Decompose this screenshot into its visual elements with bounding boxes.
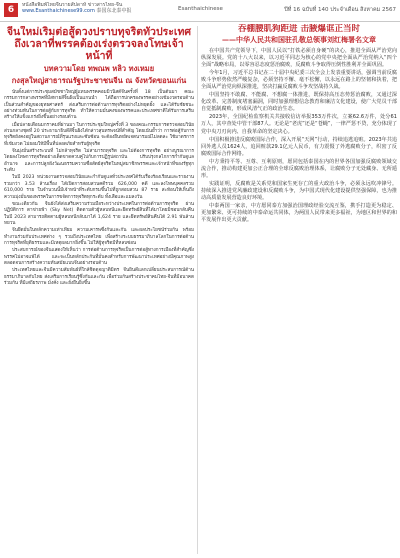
publisher-info — [22, 2, 182, 14]
publisher-cn-name: 泰国东北泰中报 — [96, 8, 132, 14]
chinese-paragraph: 今年1月，习近平总书记在二十届中央纪委三次全会上发表重要讲话，强调当前反腐败斗争形势依然严峻复杂，必须坚持不懈、毫不松懈，以永远在路上的坚韧和执着，把全面从严治党向纵深推进，坚决打赢反腐败斗争攻坚战持久战。 — [201, 70, 397, 91]
chinese-article-body — [201, 48, 397, 224]
publisher-site[interactable]: www.Esanthaichinese99.com — [22, 8, 95, 14]
chinese-paragraph: 中国坚持不敢腐、不能腐、不想腐一体推进，既保持高压态势惩治腐败，又通过深化改革、完善制度堵塞漏洞，同时加强理想信念教育和廉洁文化建设，使广大党员干部自觉抵制腐败，形成风清气正的政治生态。 — [201, 92, 397, 113]
chinese-article — [201, 24, 397, 554]
column-divider — [197, 26, 198, 554]
chinese-paragraph: 中泰两国一家亲，中方愿同泰方加强治国理政经验交流互鉴，携手打造更为稳定、更加繁荣、更可持续的中泰命运共同体，为两国人民带来更多福祉，为地区和世界的和平发展作出更大贡献。 — [201, 202, 397, 224]
issue-info: ปีที่ 16 ฉบับที่ 140 ประจำเดือน สิงหาคม 2567 — [284, 7, 396, 13]
chinese-article-subtitle: ——中华人民共和国驻孔敬总领事刘红梅署名文章 — [222, 36, 376, 44]
thai-article — [4, 26, 194, 554]
thai-paragraph: นับตั้งแต่การประชุมสมัชชาใหญ่ผู้แทนพรรคคอมมิวนิสต์จีนครั้งที่ 18 เป็นต้นมา คณะกรรมการกลางพรรคที่มีสหายสีจิ้นผิงเป็นแกนนำ ได้ถือการปกครองพรรคอย่างเข้มงวดรอบด้านเป็นส่วนสำคัญของยุทธศาสตร์ ส่งเสริมการต่อต้านการทุจริตอย่างไม่หยุดยั้ง และได้รับชัยชนะอย่างท่วมท้นในการต่อสู้กับการทุจริต ทำให้ความมั่นคงของพรรคและประเทศชาติได้รับการเสริมสร้างให้แข็งแกร่งยิ่งขึ้นอย่างรอบด้าน — [4, 90, 194, 121]
chinese-paragraph: 实践证明，反腐败是关系党和国家生死存亡的重大政治斗争，必须永远吹冲锋号。持续深入推进党风廉政建设和反腐败斗争，为中国式现代化建设提供坚强保障，也为推动高质量发展营造良好环境。 — [201, 180, 397, 201]
chinese-paragraph: 中国积极推进反腐败国际合作，深入开展“天网”行动，持续追逃追赃。2023年共追回外逃人员1624人，追回赃款29.1亿元人民币，有力震慑了外逃腐败分子，织密了反腐败国际合作网络。 — [201, 136, 397, 157]
chinese-paragraph: 中方秉持平等、互尊、互利原则，愿同包括泰国在内的世界各国加强反腐败领域交流合作，推动构建更加公正合理的全球反腐败治理体系，让腐败分子无处藏身、无所遁形。 — [201, 158, 397, 179]
thai-article-title-line2: ถึงเวลาที่พรรคต้องเร่งตรวจลงโทษเจ้าหน้าที่ — [14, 38, 184, 62]
chinese-paragraph: 2023年，全国纪检监察机关共接收信访举报353万件次，立案62.6万件，处分61万人，其中查处中管干部87人。无论是“老虎”还是“苍蝇”，一律严惩不贷，充分体现了党中央刀刃向内、自我革命的坚定决心。 — [201, 114, 397, 135]
page-header — [0, 0, 400, 22]
thai-article-title-line1: จีนใหม่เริ่มต่อสู้ดวงปราบทุจริตทั่วประเทศ — [6, 26, 192, 38]
thai-article-body — [4, 90, 194, 287]
thai-paragraph: เมื่อปลายเดือนมกราคมที่ผ่านมา ในการประชุมใหญ่ครั้งที่ 3 ของคณะกรรมการตรวจสอบวินัยส่วนกลางชุดที่ 20 ประธานาธิบดีสีจิ้นผิงได้กล่าวสุนทรพจน์ที่สำคัญ โดยเน้นย้ำว่า การต่อสู้กับการทุจริตยังคงอยู่ในสถานการณ์ที่รุนแรงและซับซ้อน จะต้องยืนหยัดเจตนารมณ์ไม่ลดละ ใช้มาตรการที่เข้มงวด ไม่ยอมให้มีพื้นที่ปลอดภัยสำหรับผู้ทุจริต — [4, 122, 194, 147]
thai-paragraph: ประเทศไทยและจีนมีความสัมพันธ์ที่ใกล้ชิดดุจญาติมิตร จีนยินดีแลกเปลี่ยนประสบการณ์ด้านธรรมาภิบาลกับไทย ส่งเสริมการเรียนรู้ซึ่งกันและกัน เพื่อร่วมกันสร้างประชาคมไทย-จีนที่มีอนาคตร่วมกัน ที่มีเสถียรภาพ มั่งคั่ง และยั่งยืนยิ่งขึ้น — [4, 268, 194, 286]
thai-article-author: บทความโดย ทพณพ หลิว ทงเหมย — [43, 64, 155, 73]
thai-paragraph: จีนมุ่งมั่นสร้างระบบที่ ไม่กล้าทุจริต ไม่สามารถทุจริต และไม่ต้องการทุจริต อย่างบูรณาการ โดยลงโทษการทุจริตอย่างเด็ดขาดควบคู่ไปกับการปฏิรูปสถาบัน ปรับปรุงกลไกการกำกับดูแลอำนาจ และการปลูกฝังวัฒนธรรมความซื่อสัตย์สุจริตในหมู่สมาชิกพรรคและเจ้าหน้าที่ของรัฐทุกระดับ — [4, 149, 194, 174]
page-number-badge: 6 — [4, 3, 18, 17]
thai-article-author-role: กงสุลใหญ่สาธารณรัฐประชาชนจีน ณ จังหวัดขอนแก่น — [11, 76, 187, 85]
thai-paragraph: จีนยึดมั่นในหลักความเท่าเทียม ความเคารพซึ่งกันและกัน และผลประโยชน์ร่วมกัน พร้อมทำงานร่วมกับประเทศต่าง ๆ รวมถึงประเทศไทย เพื่อสร้างระบบธรรมาภิบาลโลกในการต่อต้านการทุจริตที่ยุติธรรมและมีเหตุผลมากยิ่งขึ้น ไม่ให้ผู้ทุจริตมีที่หลบซ่อน — [4, 228, 194, 246]
publisher-thai-name: หนังสือพิมพ์ไทยจีนรายสัปดาห์ ข่าวสารไทย-จีน — [22, 2, 123, 8]
chinese-paragraph: 在中国共产党领导下，中国人民以“打铁必须自身硬”的决心，推进全面从严治党向纵深发展。党的十八大以来，以习近平同志为核心的党中央把全面从严治党纳入“四个全面”战略布局，以零容忍态度惩治腐败，反腐败斗争取得压倒性胜利并全面巩固。 — [201, 48, 397, 69]
thai-paragraph: ประสบการณ์ของจีนแสดงให้เห็นว่า การต่อต้านการทุจริตเป็นการต่อสู้ทางการเมืองที่สำคัญซึ่งพรรคไม่อาจแพ้ได้ และจะเป็นหลักประกันที่มั่นคงสำหรับการพัฒนาประเทศอย่างมีคุณภาพสูง ตลอดจนการสร้างความทันสมัยแบบจีนอย่างรอบด้าน — [4, 248, 194, 266]
thai-paragraph: ในปี 2023 หน่วยงานตรวจสอบวินัยและกำกับดูแลทั่วประเทศได้รับเรื่องร้องเรียนและรายงานรวมกว่า 3.53 ล้านเรื่อง ได้เปิดการสอบสวนคดีรวม 626,000 คดี และลงโทษบุคคลรวม 610,000 ราย ในจำนวนนี้มีเจ้าหน้าที่ระดับกรมขึ้นไปที่ถูกสอบสวน 87 ราย สะท้อนให้เห็นถึงความมุ่งมั่นของพรรคในการขจัดการทุจริตทุกระดับ ทั้งเสือและแมลงวัน — [4, 175, 194, 200]
chinese-article-title: 吞棚腰肌狗距进 击腋爆诓正当时 — [238, 24, 360, 34]
thai-paragraph: ขณะเดียวกัน จีนยังได้ส่งเสริมความร่วมมือระหว่างประเทศในการต่อต้านการทุจริต ผ่านปฏิบัติการ ตาข่ายฟ้า (Sky Net) ติดตามตัวผู้หลบหนีและยึดทรัพย์สินที่ได้มาโดยมิชอบกลับคืน ในปี 2023 สามารถติดตามผู้หลบหนีกลับมาได้ 1,624 ราย และยึดทรัพย์สินคืนได้ 2.91 พันล้านหยวน — [4, 201, 194, 226]
header-site-center: Esanthaichinese — [178, 6, 223, 12]
